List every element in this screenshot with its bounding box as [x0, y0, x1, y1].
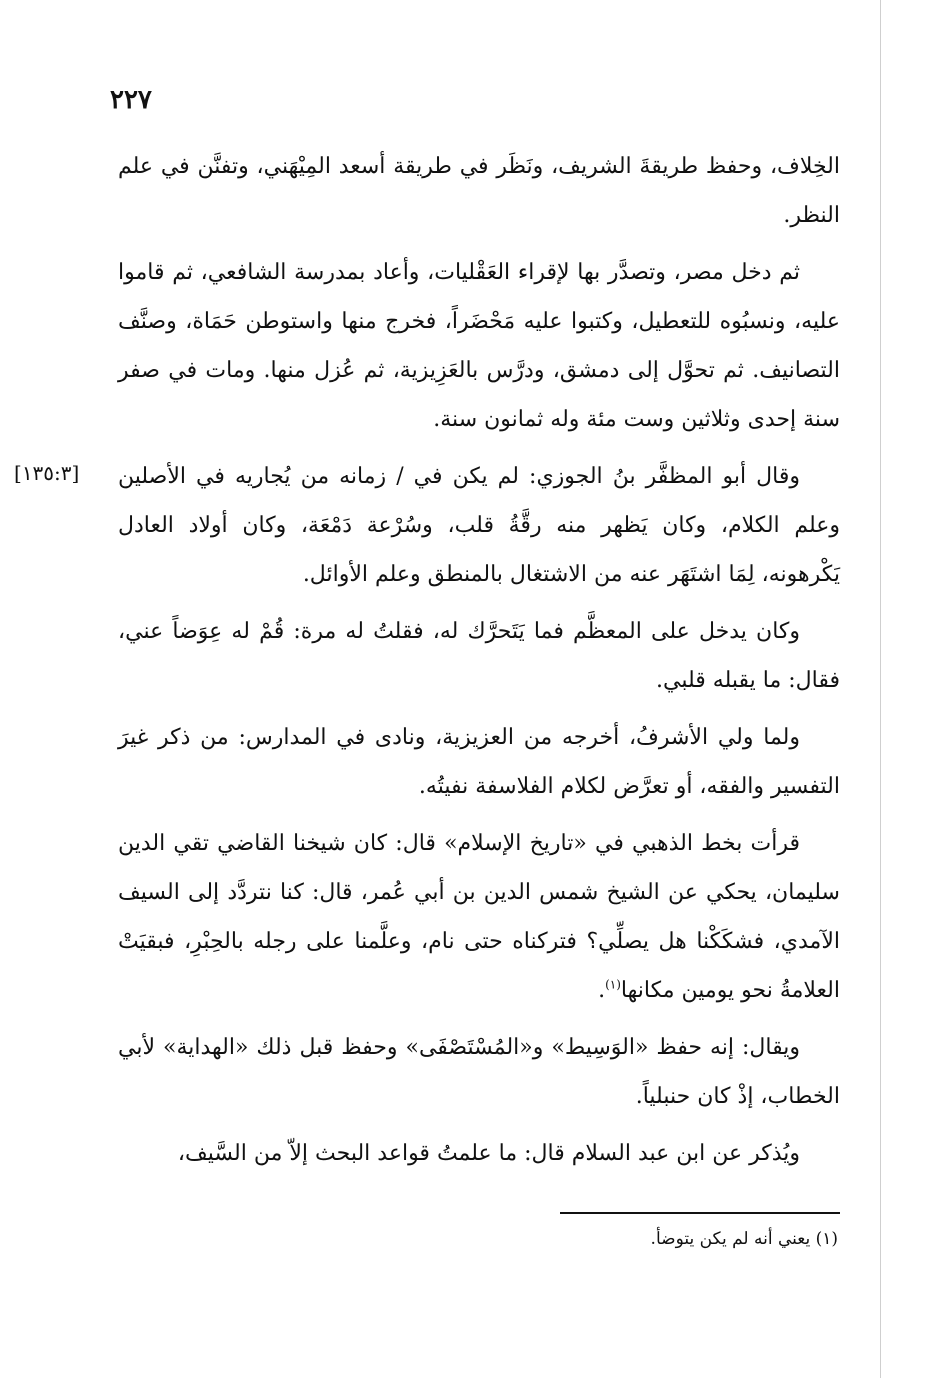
paragraph-7: ويقال: إنه حفظ «الوَسِيط» و«المُسْتَصْفَى» وحفظ قبل ذلك «الهداية» لأبي الخطاب، إذْ كان حنبلياً. [118, 1035, 840, 1109]
paragraph-6-text: قرأت بخط الذهبي في «تاريخ الإسلام» قال: كان شيخنا القاضي تقي الدين سليمان، يحكي عن الشيخ شمس الدين بن أبي عُمر، قال: كنا نتردَّد إلى السيف الآمدي، فشكَكْنا هل يصلِّي؟ فتركناه حتى نام، وعلَّمنا على رجله بالحِبْرِ، فبقيَتْ العلامةُ نحو يومين مكانها [118, 831, 840, 1003]
paragraph-1: الخِلاف، وحفظ طريقةَ الشريف، ونَظَر في طريقة أسعد المِيْهَني، وتفنَّن في علم النظر. [118, 154, 840, 228]
page-number: ٢٢٧ [110, 85, 152, 115]
paragraph-2: ثم دخل مصر، وتصدَّر بها لإقراء العَقْليات، وأعاد بمدرسة الشافعي، ثم قاموا عليه، ونسبُوه للتعطيل، وكتبوا عليه مَحْضَراً، فخرج منها واستوطن حَمَاة، وصنَّف التصانيف. ثم تحوَّل إلى دمشق، ودرَّس بالعَزِيزية، ثم عُزل منها. ومات في صفر سنة إحدى وثلاثين وست مئة وله ثمانون سنة. [118, 260, 840, 432]
footnote: (١) يعني أنه لم يكن يتوضأ. [650, 1229, 838, 1249]
main-text [118, 142, 840, 1186]
paragraph-6-end: . [598, 978, 606, 1003]
paragraph-5: ولما ولي الأشرفُ، أخرجه من العزيزية، ونادى في المدارس: من ذكر غيرَ التفسير والفقه، أو تعرَّض لكلام الفلاسفة نفيتُه. [118, 725, 840, 799]
paragraph-6 [118, 819, 840, 1015]
paragraph-8: ويُذكر عن ابن عبد السلام قال: ما علمتُ قواعد البحث إلاّ من السَّيف، [177, 1141, 800, 1166]
footnote-reference: (١) [605, 977, 621, 992]
page-edge-line [880, 0, 881, 1378]
paragraph-3: وقال أبو المظفَّر بنُ الجوزي: لم يكن في / زمانه من يُجاريه في الأصلين وعلم الكلام، وكان يَظهر منه رقَّةُ قلب، وسُرْعة دَمْعَة، وكان أولاد العادل يَكْرهونه، لِمَا اشتَهَر عنه من الاشتغال بالمنطق وعلم الأوائل. [118, 464, 840, 587]
volume-page-marker: [١٣٥:٣] [14, 461, 80, 485]
footnote-separator [560, 1212, 840, 1214]
paragraph-4: وكان يدخل على المعظَّم فما يَتَحرَّك له، فقلتُ له مرة: قُمْ له عِوَضاً عني، فقال: ما يقبله قلبي. [118, 619, 840, 693]
